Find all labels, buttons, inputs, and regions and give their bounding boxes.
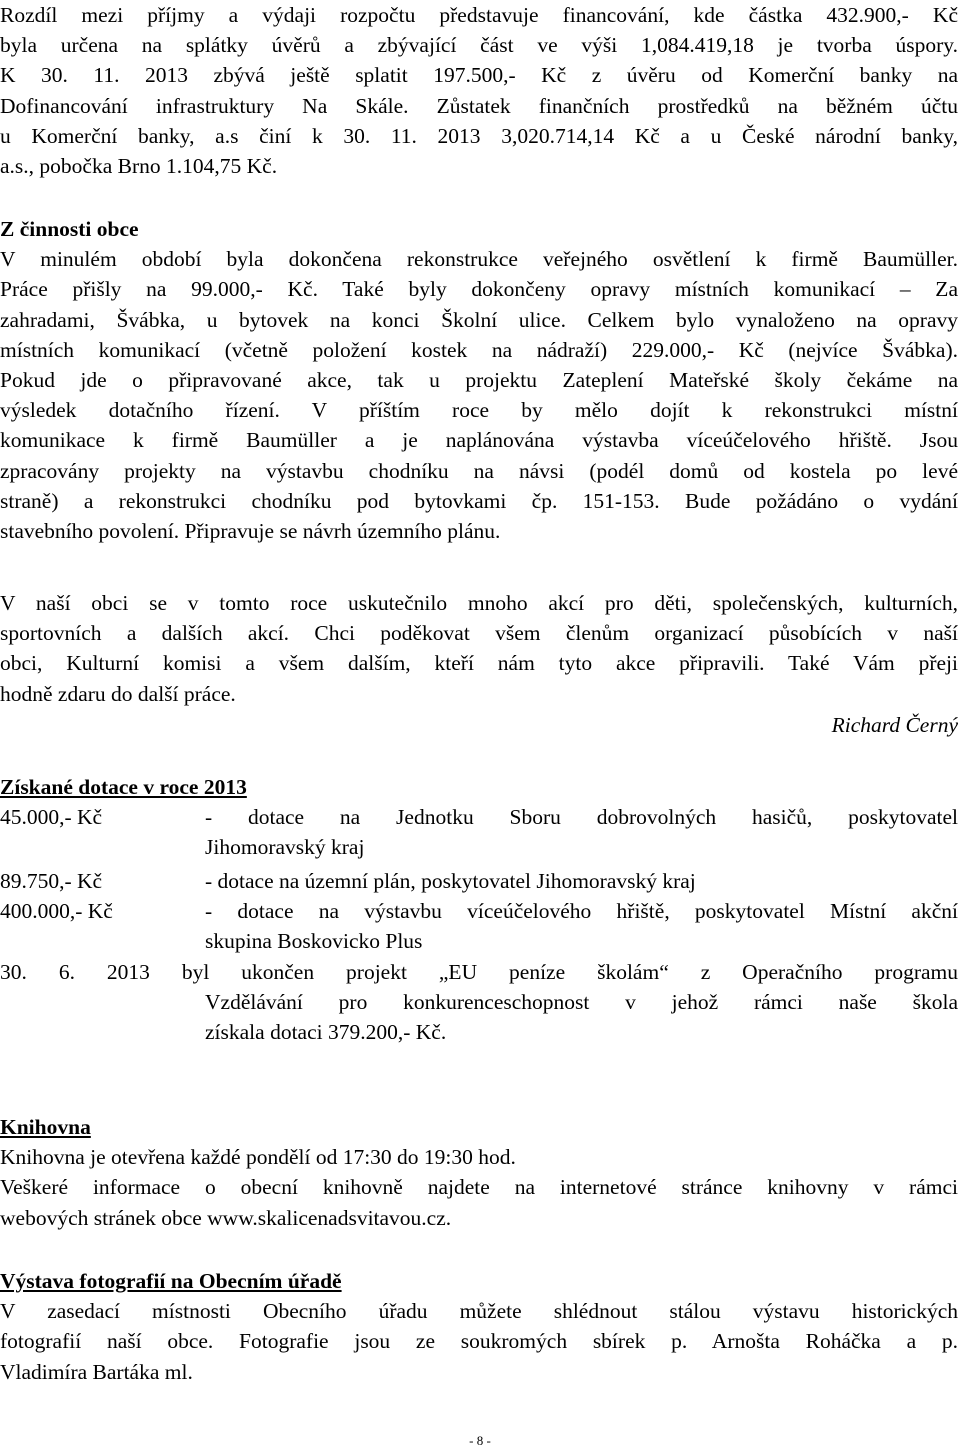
- intro-line: a.s., pobočka Brno 1.104,75 Kč.: [0, 154, 278, 179]
- exhibition-section: [0, 1266, 958, 1387]
- grant-amount: 400.000,- Kč: [0, 899, 113, 923]
- activities-line: straně) a rekonstrukci chodníku pod bytovkami čp. 151-153. Bude požádáno o vydání: [0, 488, 958, 513]
- grant-project-line: Vzdělávání pro konkurenceschopnost v jehož rámci naše škola: [205, 990, 958, 1015]
- grant-project-line: získala dotaci 379.200,- Kč.: [205, 1020, 447, 1045]
- activities-line: Pokud jde o připravované akce, tak u projektu Zateplení Mateřské školy čekáme na: [0, 368, 958, 393]
- signature: Richard Černý: [831, 713, 958, 737]
- grant-description: [205, 866, 958, 896]
- events-line: sportovních a dalších akcí. Chci poděkovat všem členům organizací působících v naší: [0, 621, 958, 646]
- exhibition-line: Vladimíra Bartáka ml.: [0, 1359, 193, 1384]
- intro-line: Rozdíl mezi příjmy a výdaji rozpočtu představuje financování, kde částka 432.900,- Kč: [0, 3, 958, 27]
- library-line: Veškeré informace o obecní knihovně najdete na internetové stránce knihovny v rámci: [0, 1175, 958, 1200]
- events-line: hodně zdaru do další práce.: [0, 681, 236, 706]
- activities-line: zahradami, Švábka, u bytovek na konci Školní ulice. Celkem bylo vynaloženo na opravy: [0, 307, 958, 332]
- events-line: V naší obci se v tomto roce uskutečnilo mnoho akcí pro děti, společenských, kulturních,: [0, 591, 958, 615]
- events-paragraph: [0, 588, 958, 709]
- grant-line: Jihomoravský kraj: [205, 835, 365, 860]
- grant-description: [205, 802, 958, 862]
- library-line: webových stránek obce www.skalicenadsvitavou.cz.: [0, 1205, 452, 1230]
- grant-line: - dotace na Jednotku Sboru dobrovolných hasičů, poskytovatel: [205, 805, 958, 829]
- activities-line: stavebního povolení. Připravuje se návrh územního plánu.: [0, 519, 501, 544]
- library-line: Knihovna je otevřena každé pondělí od 17:30 do 19:30 hod.: [0, 1145, 516, 1170]
- grant-line: - dotace na územní plán, poskytovatel Jihomoravský kraj: [205, 869, 696, 893]
- activities-line: komunikace k firmě Baumüller a je naplánována výstavba víceúčelového hřiště. Jsou: [0, 428, 958, 453]
- grant-line: skupina Boskovicko Plus: [205, 929, 423, 954]
- intro-line: byla určena na splátky úvěrů a zbývající část ve výši 1,084.419,18 je tvorba úspory.: [0, 33, 958, 58]
- intro-line: u Komerční banky, a.s činí k 30. 11. 2013 3,020.714,14 Kč a u České národní banky,: [0, 123, 958, 148]
- page-number: - 8 -: [469, 1433, 491, 1448]
- grant-project-continuation: [205, 987, 958, 1047]
- exhibition-line: V zasedací místnosti Obecního úřadu můžete shlédnout stálou výstavu historických: [0, 1299, 958, 1324]
- intro-line: K 30. 11. 2013 zbývá ještě splatit 197.500,- Kč z úvěru od Komerční banky na: [0, 63, 958, 88]
- grant-amount: 45.000,- Kč: [0, 805, 103, 829]
- grant-amount: 89.750,- Kč: [0, 869, 103, 893]
- grant-description: [205, 896, 958, 956]
- intro-paragraph: [0, 0, 958, 181]
- events-line: obci, Kulturní komisi a všem dalším, kteří nám tyto akce připravili. Také Vám přeji: [0, 651, 958, 676]
- exhibition-heading: Výstava fotografií na Obecním úřadě: [0, 1269, 342, 1293]
- activities-line: místních komunikací (včetně položení kostek na nádraží) 229.000,- Kč (nejvíce Švábka).: [0, 337, 958, 362]
- grant-project-line: 30. 6. 2013 byl ukončen projekt „EU peníze školám“ z Operačního programu: [0, 960, 958, 984]
- activities-line: V minulém období byla dokončena rekonstrukce veřejného osvětlení k firmě Baumüller.: [0, 247, 958, 272]
- activities-line: zpracovány projekty na výstavbu chodníku na návsi (podél domů od kostela po levé: [0, 458, 958, 483]
- grants-heading: Získané dotace v roce 2013: [0, 775, 247, 799]
- grants-heading-block: [0, 772, 958, 802]
- library-heading: Knihovna: [0, 1115, 91, 1139]
- activities-heading: Z činnosti obce: [0, 217, 139, 241]
- activities-line: výsledek dotačního řízení. V příštím roce by mělo dojít k rekonstrukci místní: [0, 398, 958, 423]
- activities-section: [0, 214, 958, 546]
- grant-line: - dotace na výstavbu víceúčelového hřiště, poskytovatel Místní akční: [205, 899, 958, 923]
- library-section: [0, 1112, 958, 1233]
- exhibition-line: fotografií naší obce. Fotografie jsou ze soukromých sbírek p. Arnošta Roháčka a p.: [0, 1329, 958, 1354]
- grant-project: [0, 957, 958, 1048]
- intro-line: Dofinancování infrastruktury Na Skále. Zůstatek finančních prostředků na běžném účtu: [0, 93, 958, 118]
- activities-line: Práce přišly na 99.000,- Kč. Také byly dokončeny opravy místních komunikací – Za: [0, 277, 958, 302]
